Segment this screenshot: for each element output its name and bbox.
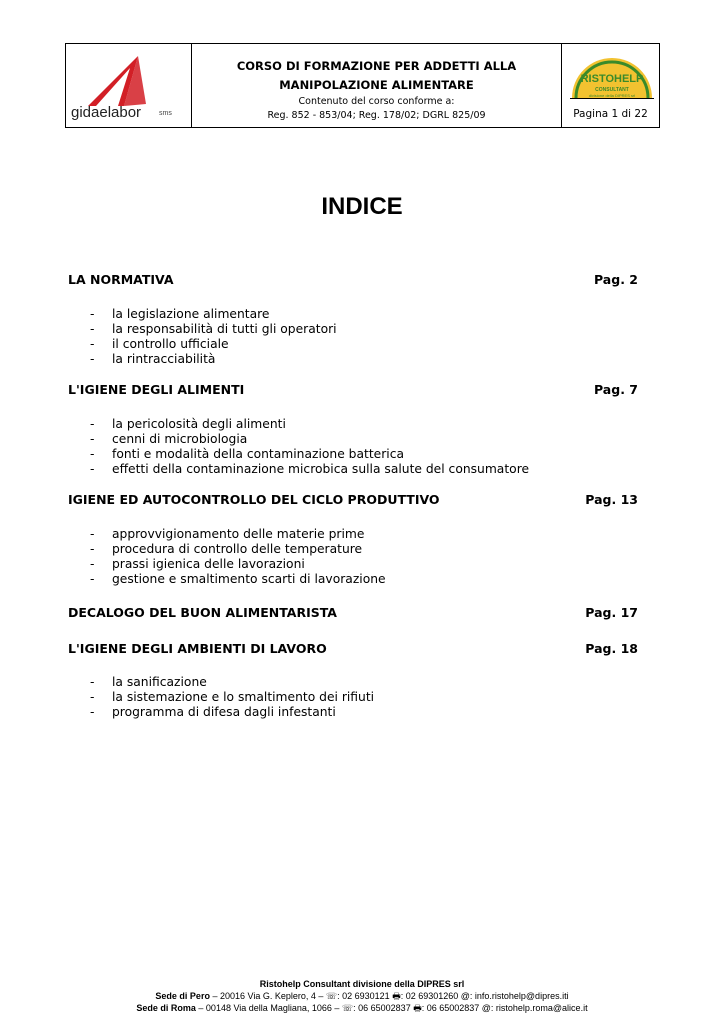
section-la-normativa <box>68 272 638 287</box>
section-page: Pag. 13 <box>585 492 638 507</box>
list-item: - la legislazione alimentare <box>88 307 337 322</box>
footer-pero-fax: : 02 69301260 @: info.ristohelp@dipres.iti <box>400 991 569 1001</box>
course-subtitle-line1: Contenuto del corso conforme a: <box>298 96 455 107</box>
footer-pero-label: Sede di Pero <box>155 991 210 1001</box>
section-igiene-ambienti <box>68 641 638 656</box>
document-header <box>65 43 660 128</box>
footer-roma-address: – 00148 Via della Magliana, 1066 – <box>195 1003 342 1013</box>
logo-suffix: sms <box>159 110 172 117</box>
section-title: L'IGIENE DEGLI AMBIENTI DI LAVORO <box>68 641 327 656</box>
ristohelp-division: divisione della DIPRES srl <box>588 93 636 98</box>
section-items <box>88 675 374 720</box>
list-item: - la pericolosità degli alimenti <box>88 417 529 432</box>
logo-text: gidaelabor <box>71 104 142 121</box>
list-item: - fonti e modalità della contaminazione batterica <box>88 447 529 462</box>
footer-company: Ristohelp Consultant divisione della DIPRES srl <box>259 979 465 989</box>
page-counter: Pagina 1 di 22 <box>573 108 648 120</box>
ristohelp-sub: CONSULTANT <box>595 87 629 93</box>
page-title: INDICE <box>321 193 403 220</box>
footer-pero-tel: : 02 6930121 <box>337 991 393 1001</box>
section-items <box>88 307 337 367</box>
list-item: - la rintracciabilità <box>88 352 337 367</box>
footer-roma-label: Sede di Roma <box>136 1003 196 1013</box>
section-title: LA NORMATIVA <box>68 272 174 287</box>
ristohelp-logo-icon <box>562 50 662 108</box>
list-item: - approvvigionamento delle materie prime <box>88 527 386 542</box>
list-item: - il controllo ufficiale <box>88 337 337 352</box>
list-item: - procedura di controllo delle temperature <box>88 542 386 557</box>
header-right-block <box>562 44 659 127</box>
section-page: Pag. 17 <box>585 605 638 620</box>
section-igiene-alimenti <box>68 382 638 397</box>
fax-icon: 🖶 <box>392 991 401 1001</box>
section-title: DECALOGO DEL BUON ALIMENTARISTA <box>68 605 337 620</box>
section-title: L'IGIENE DEGLI ALIMENTI <box>68 382 245 397</box>
list-item: - la responsabilità di tutti gli operatori <box>88 322 337 337</box>
gidaelabor-logo <box>66 44 192 127</box>
course-subtitle-line2: Reg. 852 - 853/04; Reg. 178/02; DGRL 825/09 <box>267 110 486 121</box>
footer-roma-fax: : 06 65002837 @: ristohelp.roma@alice.it <box>421 1003 588 1013</box>
list-item: - effetti della contaminazione microbica sulla salute del consumatore <box>88 462 529 477</box>
section-page: Pag. 18 <box>585 641 638 656</box>
section-page: Pag. 2 <box>593 272 638 287</box>
phone-icon: ☏ <box>341 1003 354 1013</box>
list-item: - gestione e smaltimento scarti di lavorazione <box>88 572 386 587</box>
footer-pero-address: – 20016 Via G. Keplero, 4 – <box>209 991 326 1001</box>
page-footer <box>0 978 724 1014</box>
section-autocontrollo <box>68 492 638 507</box>
course-title-line2: MANIPOLAZIONE ALIMENTARE <box>279 78 474 92</box>
ristohelp-name: RISTOHELP <box>580 73 644 85</box>
section-items <box>88 417 529 477</box>
section-decalogo <box>68 605 638 620</box>
section-title: IGIENE ED AUTOCONTROLLO DEL CICLO PRODUTTIVO <box>68 492 440 507</box>
phone-icon: ☏ <box>325 991 338 1001</box>
list-item: - la sanificazione <box>88 675 374 690</box>
list-item: - prassi igienica delle lavorazioni <box>88 557 386 572</box>
list-item: - cenni di microbiologia <box>88 432 529 447</box>
list-item: - programma di difesa dagli infestanti <box>88 705 374 720</box>
header-title-block <box>192 44 562 127</box>
section-items <box>88 527 386 587</box>
footer-roma-tel: : 06 65002837 <box>353 1003 414 1013</box>
section-page: Pag. 7 <box>593 382 638 397</box>
course-title-line1: CORSO DI FORMAZIONE PER ADDETTI ALLA <box>236 59 517 73</box>
list-item: - la sistemazione e lo smaltimento dei rifiuti <box>88 690 374 705</box>
fax-icon: 🖶 <box>413 1003 422 1013</box>
